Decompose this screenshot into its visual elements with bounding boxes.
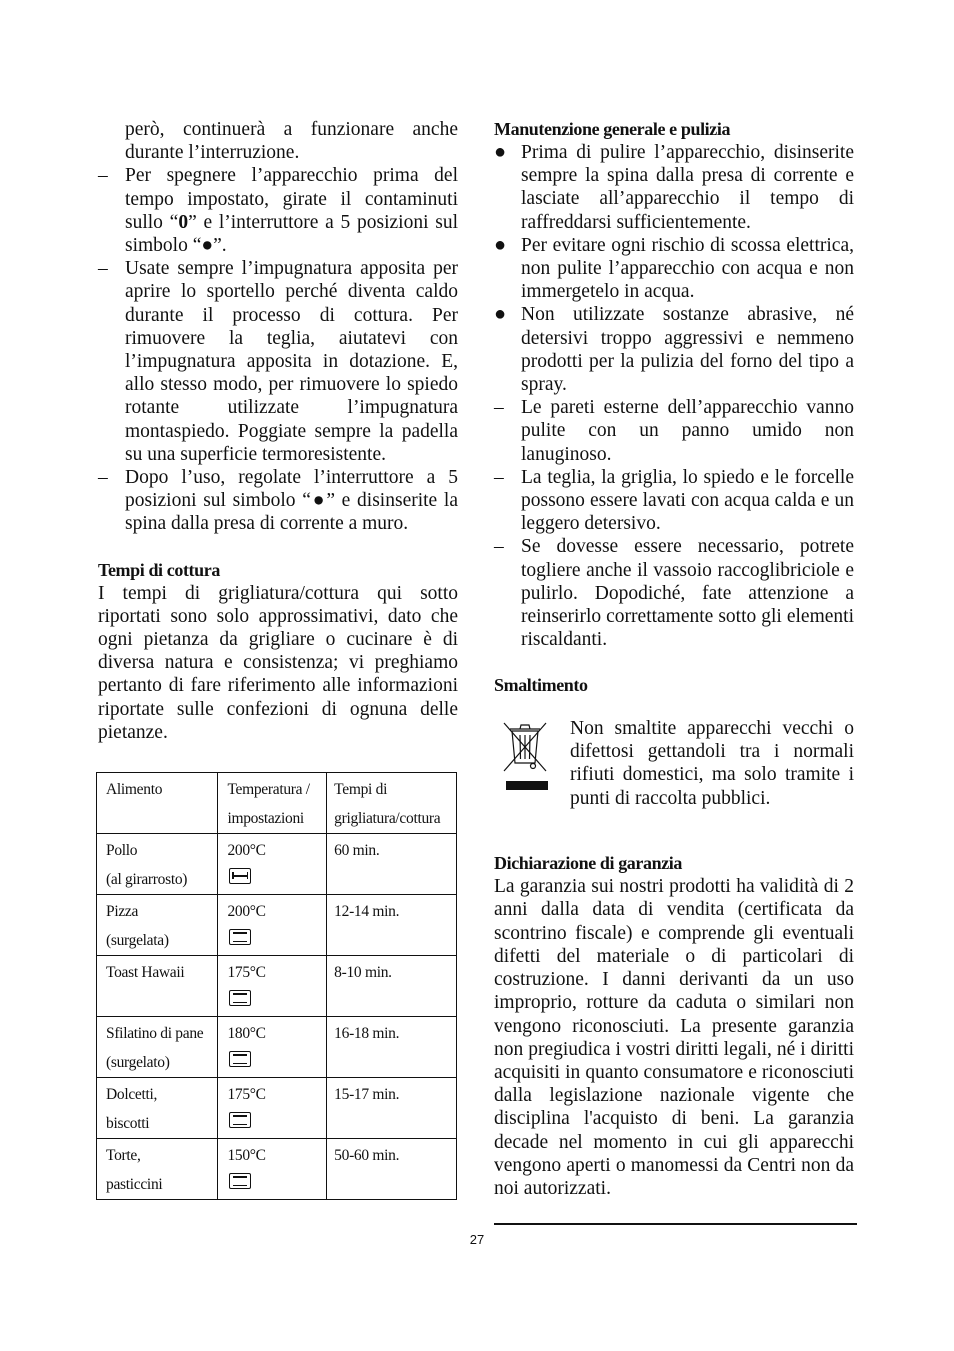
list-item xyxy=(98,164,458,257)
list-item-text: Prima di pulire l’apparecchio, disinserite sempre la spina dalla presa di corrente e lasciate all’apparecchio il tempo di raffreddarsi sufficientemente. xyxy=(521,142,854,233)
table-row xyxy=(97,1017,457,1078)
list-item xyxy=(494,141,854,234)
dash-marker: – xyxy=(98,467,108,489)
time-cell: 15-17 min. xyxy=(327,1078,457,1139)
top-bottom-heat-icon xyxy=(229,990,251,1006)
temp-cell: 175°C xyxy=(218,1078,327,1139)
food-cell: Torte, pasticcini xyxy=(97,1139,218,1200)
bullet-marker: ● xyxy=(494,233,507,256)
disposal-block xyxy=(494,717,854,810)
table-row xyxy=(97,895,457,956)
warranty-text: La garanzia sui nostri prodotti ha validità di 2 anni dalla data di vendita (certificata da scontrino fiscale) e comprende gli eventuali difetti del materiale o di particolari di costruzione. I danni derivanti da un uso improprio, rotture da caduta o similari non vengono riconosciuti. La presente garanzia non pregiudica i vostri diritti legali, né i diritti acquisiti in quanto consumatore e riconosciuti dalla legislazione nazionale vigente che disciplina l'acquisto di beni. La garanzia decade nel momento in cui gli apparecchi vengono aperti o manomessi da Centri non da noi autorizzati. xyxy=(494,876,854,1199)
dash-marker: – xyxy=(494,466,504,488)
rotisserie-icon xyxy=(229,868,251,884)
food-cell: Pollo (al girarrosto) xyxy=(97,834,218,895)
page-number: 27 xyxy=(469,1232,485,1247)
table-row xyxy=(97,1078,457,1139)
food-cell: Dolcetti, biscotti xyxy=(97,1078,218,1139)
dash-marker: – xyxy=(494,397,504,419)
list-item xyxy=(494,535,854,651)
disposal-text: Non smaltite apparecchi vecchi o difettosi gettandoli tra i normali rifiuti domestici, ma solo tramite i punti di raccolta pubblici. xyxy=(570,717,854,809)
list-item xyxy=(494,303,854,396)
list-item xyxy=(98,257,458,466)
list-item-text: Per evitare ogni rischio di scossa elettrica, non pulite l’apparecchio con acqua e non immergetelo in acqua. xyxy=(521,234,854,303)
table-row xyxy=(97,956,457,1017)
time-cell: 60 min. xyxy=(327,834,457,895)
list-item-text: La teglia, la griglia, lo spiedo e le forcelle possono essere lavati con acqua calda e un leggero detersivo. xyxy=(521,466,854,535)
temp-cell: 175°C xyxy=(218,956,327,1017)
temp-cell: 150°C xyxy=(218,1139,327,1200)
warranty-heading: Dichiarazione di garanzia xyxy=(494,853,682,874)
list-item xyxy=(494,396,854,466)
temp-cell: 200°C xyxy=(218,895,327,956)
list-item xyxy=(494,466,854,536)
list-item-text: Se dovesse essere necessario, potrete togliere anche il vassoio raccoglibriciole e pulirlo. Dopodiché, fate attenzione a reinserirlo correttamente sotto gli elementi riscaldanti. xyxy=(521,536,854,651)
list-item-text: Le pareti esterne dell’apparecchio vanno pulite con un panno umido non lanuginoso. xyxy=(521,397,854,465)
temp-cell: 180°C xyxy=(218,1017,327,1078)
bold-zero: 0 xyxy=(178,211,189,233)
top-bottom-heat-icon xyxy=(229,929,251,945)
header-cell: Alimento xyxy=(97,773,218,834)
food-cell: Sfilatino di pane (surgelato) xyxy=(97,1017,218,1078)
time-cell: 12-14 min. xyxy=(327,895,457,956)
cooking-table xyxy=(96,772,457,1200)
food-cell: Toast Hawaii xyxy=(97,956,218,1017)
intro-continuation: però, continuerà a funzionare anche durante l’interruzione. xyxy=(125,119,458,164)
list-item-text: Per spegnere l’apparecchio prima del tempo impostato, girate il contaminuti sullo “ xyxy=(125,165,458,233)
table-header-row xyxy=(97,773,457,834)
header-cell: Tempi di grigliatura/cottura xyxy=(327,773,457,834)
time-cell: 16-18 min. xyxy=(327,1017,457,1078)
list-item xyxy=(494,234,854,304)
list-item-text: ” e l’interruttore a 5 posizioni sul simbolo “●”. xyxy=(125,211,458,257)
cooking-times-text: I tempi di grigliatura/cottura qui sotto riportati sono solo approssimativi, dato che ogni pietanza da grigliare o cucinare è di diversa natura e consistenza; vi preghiamo pertanto di fare riferimento alle informazioni riportate sulle confezioni di ognuna delle pietanze. xyxy=(98,582,458,743)
dash-marker: – xyxy=(494,536,504,558)
dash-marker: – xyxy=(98,165,108,187)
cooking-times-heading: Tempi di cottura xyxy=(98,559,220,580)
time-cell: 8-10 min. xyxy=(327,956,457,1017)
bullet-marker: ● xyxy=(494,303,507,326)
temp-cell: 200°C xyxy=(218,834,327,895)
dash-marker: – xyxy=(98,258,108,280)
right-column xyxy=(494,118,854,1200)
maintenance-heading: Manutenzione generale e pulizia xyxy=(494,119,731,139)
table-row xyxy=(97,1139,457,1200)
list-item-text: Non utilizzate sostanze abrasive, né detersivi troppo aggressivi e nemmeno prodotti per la pulizia del forno del tipo a spray. xyxy=(521,304,854,396)
list-item xyxy=(98,466,458,536)
left-column xyxy=(98,118,458,744)
table-row xyxy=(97,834,457,895)
disposal-heading: Smaltimento xyxy=(494,675,588,696)
top-bottom-heat-icon xyxy=(229,1051,251,1067)
list-item-text: Usate sempre l’impugnatura apposita per aprire lo sportello perché diventa caldo durante il processo di cottura. Per rimuovere la teglia, aiutatevi con l’impugnatura apposita in dotazione. E, allo stesso modo, per rimuovere lo spiedo rotante utilizzate l’impugnatura montaspiedo. Poggiate sempre la padella su una superficie termoresistente. xyxy=(125,258,458,465)
time-cell: 50-60 min. xyxy=(327,1139,457,1200)
footer-rule xyxy=(494,1223,857,1225)
list-item-text: Dopo l’uso, regolate l’interruttore a 5 posizioni sul simbolo “●” e disinserite la spina dalla presa di corrente a muro. xyxy=(125,467,458,535)
top-bottom-heat-icon xyxy=(229,1112,251,1128)
top-bottom-heat-icon xyxy=(229,1173,251,1189)
bullet-marker: ● xyxy=(494,141,507,163)
crossed-bin-icon xyxy=(494,717,556,797)
header-cell: Temperatura / impostazioni xyxy=(218,773,327,834)
food-cell: Pizza (surgelata) xyxy=(97,895,218,956)
